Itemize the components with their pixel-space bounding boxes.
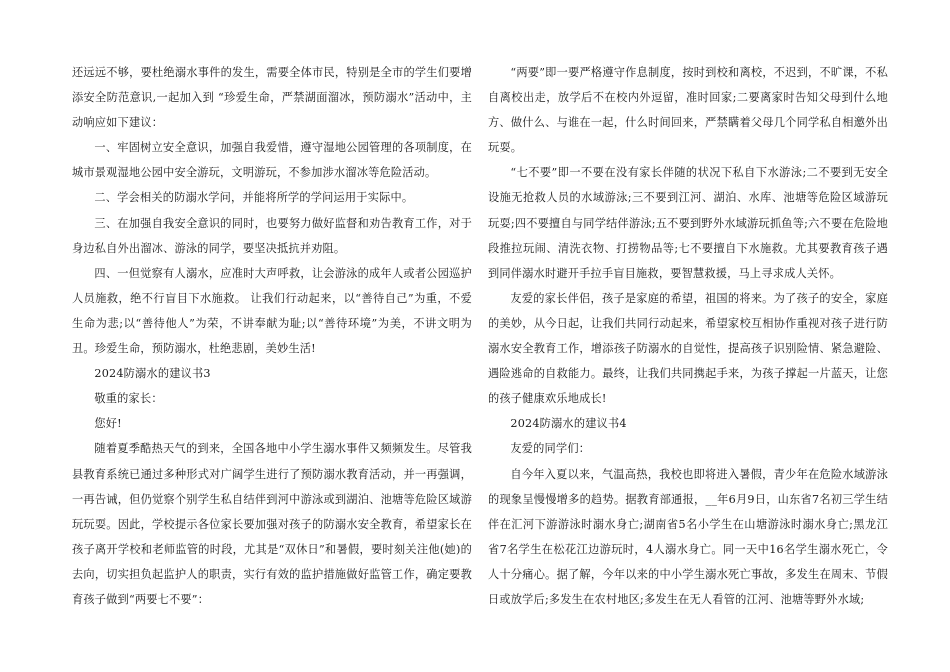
paragraph: 友爱的家长伴侣，孩子是家庭的希望，祖国的将来。为了孩子的安全，家庭的美妙，从今日起，让我们共同行动起来，希望家校互相协作重视对孩子进行防溺水安全教育工作，增添孩子防溺水的自觉性，提高孩子识别险情、紧急避险、遇险逃命的自救能力。最终，让我们共同携起手来，为孩子撑起一片蓝天，让您的孩子健康欢乐地成长! <box>488 291 888 406</box>
paragraph: 还远远不够，要杜绝溺水事件的发生，需要全体市民，特别是全市的学生们要增添安全防范意识,一起加入到 “珍爱生命，严禁湖面溜冰，预防溺水”活动中，主动响应如下建议： <box>72 66 472 130</box>
section-heading: 2024防溺水的建议书3 <box>94 367 211 381</box>
paragraph: 三、在加强自我安全意识的同时，也要努力做好监督和劝告教育工作，对于身边私自外出溜冰、游泳的同学，要坚决抵抗并劝阻。 <box>72 216 472 255</box>
left-column <box>72 60 472 612</box>
section-heading: 2024防溺水的建议书4 <box>510 417 627 431</box>
paragraph: 随着夏季酷热天气的到来，全国各地中小学生溺水事件又频频发生。尽管我县教育系统已通过多种形式对广阔学生进行了预防溺水教育活动，并一再强调，一再告诫，但仍觉察个别学生私自结伴到河中游泳或到湖泊、池塘等危险区域游玩玩耍。因此，学校提示各位家长要加强对孩子的防溺水安全教育，希望家长在孩子离开学校和老师监管的时段，尤其是“双休日”和暑假，要时刻关注他(她)的去向，切实担负起监护人的职责，实行有效的监护措施做好监管工作，确定要教育孩子做到“两要七不要”： <box>72 442 472 606</box>
paragraph: 自今年入夏以来，气温高热，我校也即将进入暑假，青少年在危险水域游泳的现象呈慢慢增多的趋势。据教育部通报，__年6月9日，山东省7名初三学生结伴在汇河下游游泳时溺水身亡;湖南省5名小学生在山塘游泳时溺水身亡;黑龙江省7名学生在松花江边游玩时，4人溺水身亡。同一天中16名学生溺水死亡，令人十分痛心。据了解，今年以来的中小学生溺水死亡事故，多发生在周末、节假日或放学后;多发生在农村地区;多发生在无人看管的江河、池塘等野外水域; <box>488 467 888 606</box>
salutation: 敬重的家长： <box>94 392 163 406</box>
salutation: 友爱的同学们： <box>510 442 591 456</box>
paragraph: “七不要”即一不要在没有家长伴随的状况下私自下水游泳;二不要到无安全设施无抢救人员的水域游泳;三不要到江河、湖泊、水库、池塘等危险区域游玩玩耍;四不要擅自与同学结伴游泳;五不要到野外水域游玩抓鱼等;六不要在危险地段推拉玩闹、清洗衣物、打捞物品等;七不要擅自下水施救。尤其要教育孩子遇到同伴溺水时避开手拉手盲目施救，要智慧救援，马上寻求成人关怀。 <box>488 166 888 280</box>
paragraph: 一、牢固树立安全意识，加强自我爱惜，遵守湿地公园管理的各项制度，在城市景观湿地公园中安全游玩，文明游玩，不参加涉水溜冰等危险活动。 <box>72 141 472 180</box>
greeting: 您好! <box>94 417 122 431</box>
paragraph: 四、一但觉察有人溺水，应准时大声呼救，让会游泳的成年人或者公园巡护人员施救，绝不行盲目下水施救。 让我们行动起来，以“善待自己”为重，不爱生命为悲;以“善待他人”为荣，不讲奉献为耻;以“善待环境”为美，不讲文明为丑。珍爱生命，预防溺水，杜绝悲剧，美妙生活! <box>72 266 472 356</box>
paragraph: “两要”即一要严格遵守作息制度，按时到校和离校，不迟到，不旷课，不私自离校出走，放学后不在校内外逗留，准时回家;二要离家时告知父母到什么地方、做什么、与谁在一起，什么时间回来，严禁瞒着父母几个同学私自相邀外出玩耍。 <box>488 66 888 155</box>
right-column <box>488 60 888 612</box>
paragraph: 二、学会相关的防溺水学问，并能将所学的学问运用于实际中。 <box>94 191 414 205</box>
